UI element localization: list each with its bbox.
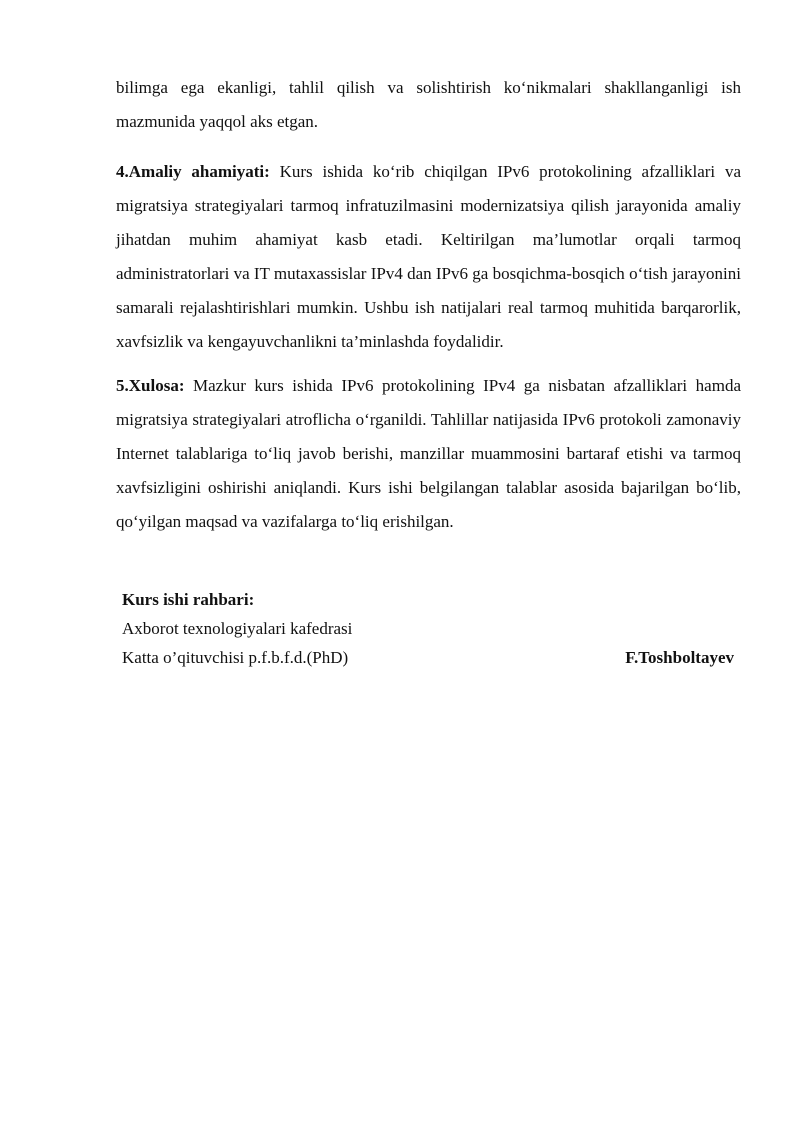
- supervisor-line: [122, 643, 742, 672]
- paragraph-intro-continuation: [116, 71, 741, 139]
- supervisor-position: Katta o’qituvchisi p.f.b.f.d.(PhD): [122, 648, 349, 667]
- paragraph-practical-significance: [116, 155, 741, 359]
- supervisor-name: F.Toshboltayev: [625, 648, 734, 667]
- paragraph-conclusion: [116, 369, 741, 539]
- paragraph-text: bilimga ega ekanligi, tahlil qilish va solishtirish ko‘nikmalari shakllanganligi ish mazmunida yaqqol aks etgan.: [116, 78, 741, 131]
- paragraph-text: Mazkur kurs ishida IPv6 protokolining IPv4 ga nisbatan afzalliklari hamda migratsiya strategiyalari atroflicha o‘rganildi. Tahlillar natijasida IPv6 protokoli zamonaviy Internet talablariga to‘liq javob berishi, manzillar muammosini bartaraf etishi va tarmoq xavfsizligini oshirishi aniqlandi. Kurs ishi belgilangan talablar asosida bajarilgan bo‘lib, qo‘yilgan maqsad va vazifalarga to‘liq erishilgan.: [116, 376, 741, 531]
- paragraph-text: Kurs ishida ko‘rib chiqilgan IPv6 protokolining afzalliklari va migratsiya strategiyalari tarmoq infratuzilmasini modernizatsiya qilish jarayonida amaliy jihatdan muhim ahamiyat kasb etadi. Keltirilgan ma’lumotlar orqali tarmoq administratorlari va IT mutaxassislar IPv4 dan IPv6 ga bosqichma-bosqich o‘tish jarayonini samarali rejalashtirishlari mumkin. Ushbu ish natijalari real tarmoq muhitida barqarorlik, xavfsizlik va kengayuvchanlikni ta’minlashda foydalidir.: [116, 162, 741, 351]
- supervisor-title: Kurs ishi rahbari:: [122, 590, 255, 609]
- signature-block: [122, 585, 742, 672]
- section-heading-conclusion: 5.Xulosa:: [116, 376, 185, 395]
- supervisor-department: Axborot texnologiyalari kafedrasi: [122, 619, 353, 638]
- section-heading-practical: 4.Amaliy ahamiyati:: [116, 162, 270, 181]
